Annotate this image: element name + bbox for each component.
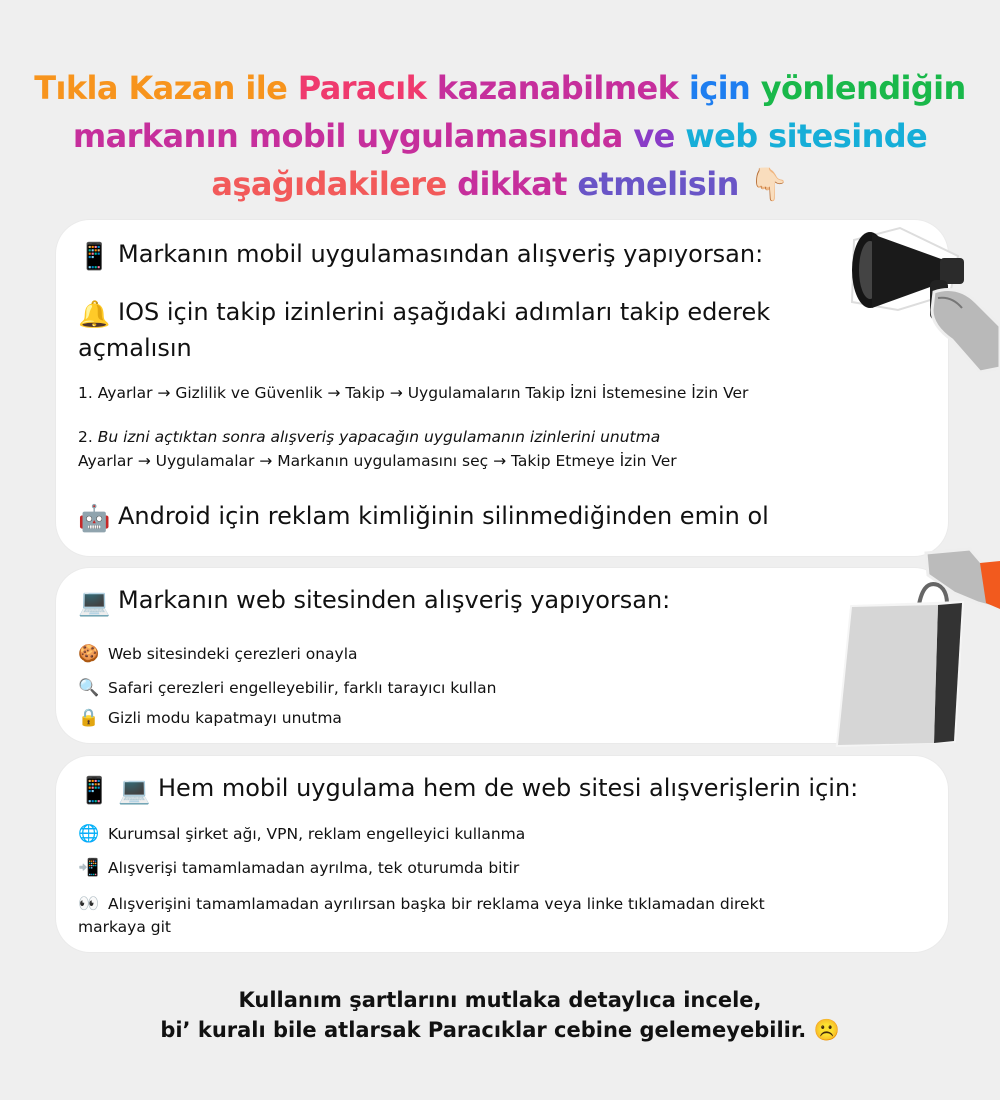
ios-heading-text: IOS için takip izinlerini aşağıdaki adımları takip ederek xyxy=(118,298,771,326)
magnifier-icon: 🔍 xyxy=(78,678,100,698)
bell-icon: 🔔 xyxy=(78,300,111,330)
sad-face-icon: ☹️ xyxy=(813,1018,840,1042)
megaphone-illustration xyxy=(840,222,1000,372)
pointing-down-icon: 👇🏻 xyxy=(749,165,789,203)
headline-text: ve xyxy=(633,117,686,155)
headline-text: için xyxy=(688,69,761,107)
list-item xyxy=(78,858,519,878)
laptop-icon: 💻 xyxy=(118,776,151,806)
headline-text: dikkat xyxy=(457,165,578,203)
robot-icon: 🤖 xyxy=(78,504,111,534)
footer-line-1: Kullanım şartlarını mutlaka detaylıca incele, xyxy=(238,988,762,1012)
footer-note xyxy=(0,985,1000,1045)
headline-line-3 xyxy=(0,160,1000,208)
list-item-text: Gizli modu kapatmayı unutma xyxy=(108,709,342,727)
headline-text: aşağıdakilere xyxy=(211,165,458,203)
headline-text: etmelisin xyxy=(577,165,739,203)
headline-text: mobil uygulamasında xyxy=(248,117,634,155)
headline-text: kazanabilmek xyxy=(436,69,689,107)
headline-text: Tıkla Kazan ile xyxy=(34,69,298,107)
mobile-card-title-text: Markanın mobil uygulamasından alışveriş yapıyorsan: xyxy=(118,240,764,268)
ios-heading xyxy=(78,298,770,330)
list-item-text: Web sitesindeki çerezleri onayla xyxy=(108,645,358,663)
list-item xyxy=(78,894,765,914)
cookie-icon: 🍪 xyxy=(78,644,100,664)
ios-heading-cont: açmalısın xyxy=(78,334,192,362)
headline-text: Paracık xyxy=(297,69,437,107)
ios-step-1: 1. Ayarlar → Gizlilik ve Güvenlik → Takip → Uygulamaların Takip İzni İstemesine İzin Ver xyxy=(78,384,749,402)
list-item-text: Safari çerezleri engelleyebilir, farklı tarayıcı kullan xyxy=(108,679,497,697)
list-item xyxy=(78,644,358,664)
list-item-text: Kurumsal şirket ağı, VPN, reklam engelleyici kullanma xyxy=(108,825,526,843)
both-channels-card xyxy=(56,756,948,952)
headline-line-2 xyxy=(0,112,1000,160)
headline-text: web sitesinde xyxy=(685,117,928,155)
mobile-card-title xyxy=(78,240,763,272)
both-card-title xyxy=(78,774,858,806)
ios-step-2 xyxy=(78,428,660,446)
headline xyxy=(0,64,1000,208)
list-item-cont: markaya git xyxy=(78,918,171,936)
list-item xyxy=(78,708,342,728)
footer-line-2 xyxy=(0,1015,1000,1045)
lock-icon: 🔒 xyxy=(78,708,100,728)
web-card-title xyxy=(78,586,670,618)
globe-icon: 🌐 xyxy=(78,824,100,844)
both-card-title-text: Hem mobil uygulama hem de web sitesi alışverişlerin için: xyxy=(158,774,859,802)
android-line xyxy=(78,502,769,534)
phone-arrow-icon: 📲 xyxy=(78,858,100,878)
footer-line-2-text: bi’ kuralı bile atlarsak Paracıklar cebine gelemeyebilir. xyxy=(160,1018,807,1042)
headline-text: markanın xyxy=(72,117,249,155)
ios-step-2-note: Bu izni açtıktan sonra alışveriş yapacağın uygulamanın izinlerini unutma xyxy=(97,428,661,446)
android-text: Android için reklam kimliğinin silinmediğinden emin ol xyxy=(118,502,769,530)
shopping-bag-illustration xyxy=(830,545,1000,760)
ios-step-2-path: Ayarlar → Uygulamalar → Markanın uygulamasını seç → Takip Etmeye İzin Ver xyxy=(78,452,677,470)
ios-step-2-prefix: 2. xyxy=(78,428,98,446)
web-site-card xyxy=(56,568,948,743)
headline-line-1 xyxy=(0,64,1000,112)
laptop-icon: 💻 xyxy=(78,588,111,618)
headline-text: yönlendiğin xyxy=(760,69,966,107)
list-item-text: Alışverişi tamamlamadan ayrılma, tek oturumda bitir xyxy=(108,859,520,877)
list-item-text: Alışverişini tamamlamadan ayrılırsan başka bir reklama veya linke tıklamadan direkt xyxy=(108,895,765,913)
eyes-icon: 👀 xyxy=(78,894,100,914)
mobile-app-card xyxy=(56,220,948,556)
list-item xyxy=(78,824,525,844)
web-card-title-text: Markanın web sitesinden alışveriş yapıyorsan: xyxy=(118,586,671,614)
list-item xyxy=(78,678,496,698)
mobile-phone-icon: 📱 xyxy=(78,776,111,806)
mobile-phone-icon: 📱 xyxy=(78,242,111,272)
